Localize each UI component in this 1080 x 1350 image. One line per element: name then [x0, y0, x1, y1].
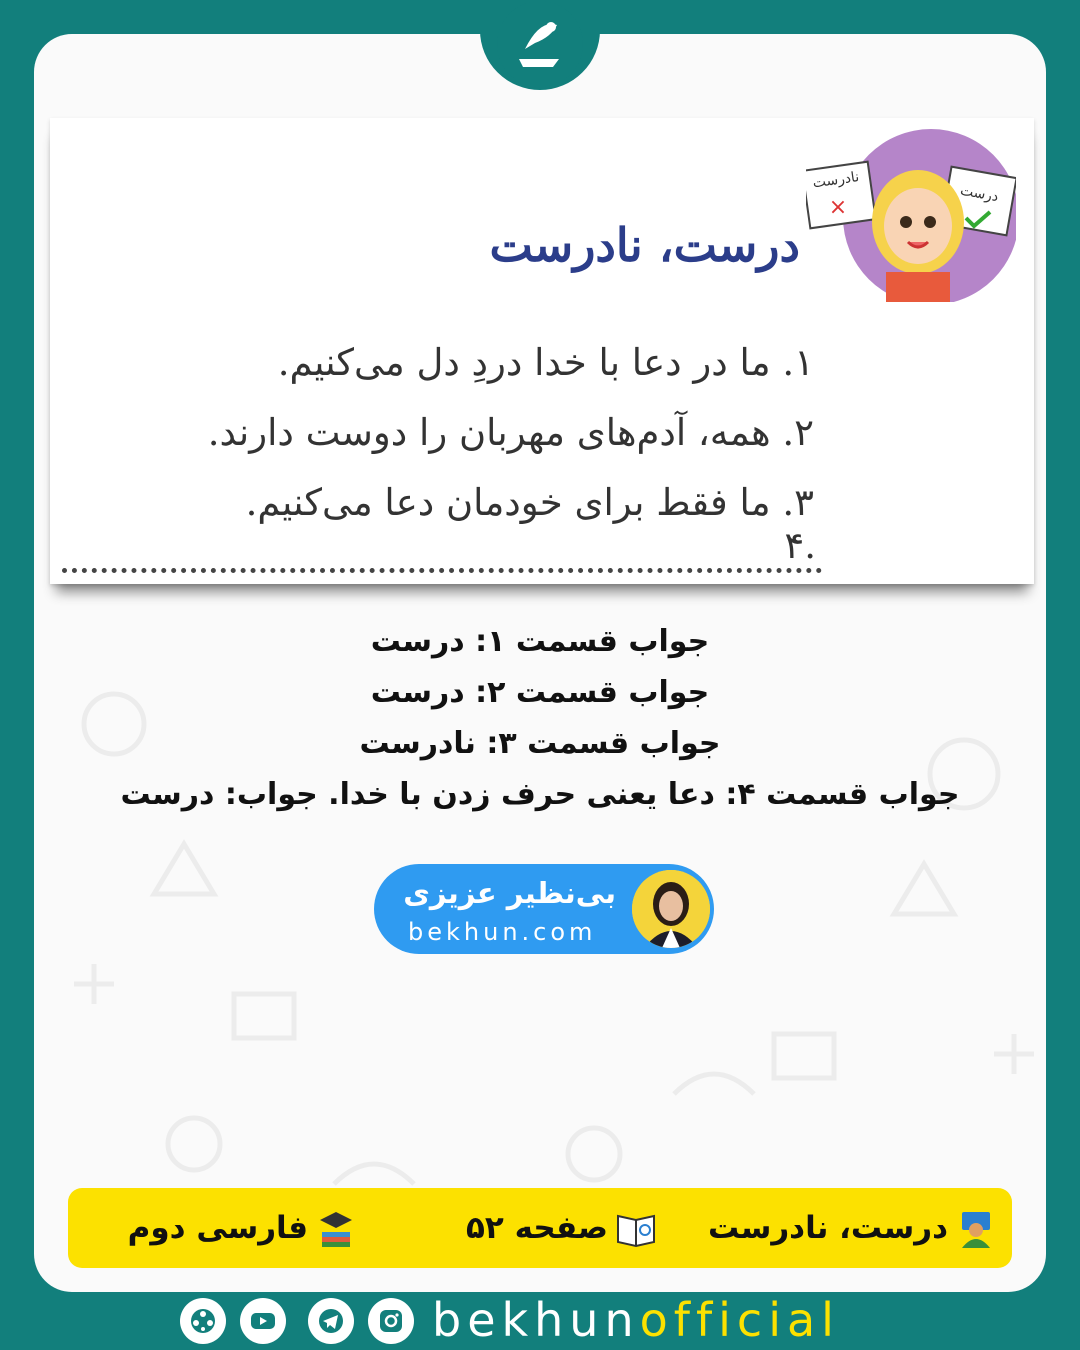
lesson-subject: [128, 1206, 356, 1250]
aparat-icon[interactable]: [180, 1298, 226, 1344]
author-website[interactable]: bekhun.com: [408, 918, 597, 946]
lesson-subject-label: فارسی دوم: [127, 1210, 308, 1246]
lesson-topic: [708, 1206, 996, 1250]
book-items: [208, 328, 814, 538]
answer-line: جواب قسمت ۱: درست: [370, 624, 710, 659]
teacher-icon: [956, 1208, 996, 1248]
answers-list: [0, 616, 1080, 820]
brand-handle-part2: official: [639, 1293, 840, 1347]
author-name: بی‌نظیر عزیزی: [403, 876, 616, 910]
book-item: ۱. ما در دعا با خدا دردِ دل می‌کنیم.: [277, 341, 814, 384]
answer-line: جواب قسمت ۴: دعا یعنی حرف زدن با خدا. جواب: درست: [120, 777, 960, 812]
author-badge[interactable]: [374, 864, 714, 954]
fill-in-dotted-line: [62, 548, 822, 573]
book-item: ۳. ما فقط برای خودمان دعا می‌کنیم.: [245, 481, 814, 524]
book-icon: [616, 1208, 656, 1248]
social-bar: [180, 1290, 940, 1350]
instagram-icon[interactable]: [368, 1298, 414, 1344]
cross-icon: ×: [828, 195, 848, 220]
author-photo-icon: [632, 870, 710, 948]
answer-line: جواب قسمت ۳: نادرست: [359, 726, 721, 761]
textbook-excerpt: [50, 118, 1034, 584]
brand-handle-part1: bekhun: [432, 1293, 640, 1347]
book-item-4-number: ۴.: [784, 524, 816, 567]
youtube-icon[interactable]: [240, 1298, 286, 1344]
book-item: ۲. همه، آدم‌های مهربان را دوست دارند.: [207, 411, 814, 454]
mascot-sign-right-label: درست: [958, 182, 1000, 206]
girl-mascot-image: [806, 122, 1016, 302]
telegram-icon[interactable]: [308, 1298, 354, 1344]
bekhun-logo-icon: [505, 9, 575, 79]
book-title: درست، نادرست: [489, 218, 800, 272]
author-avatar: [632, 870, 710, 948]
brand-handle[interactable]: [432, 1290, 840, 1350]
lesson-topic-label: درست، نادرست: [708, 1210, 948, 1246]
lesson-page: [466, 1206, 656, 1250]
lesson-info-bar: [68, 1188, 1012, 1268]
answer-line: جواب قسمت ۲: درست: [370, 675, 710, 710]
mascot-sign-left-label: نادرست: [811, 169, 861, 192]
lesson-page-label: صفحه ۵۲: [465, 1210, 608, 1246]
graduation-books-icon: [316, 1208, 356, 1248]
